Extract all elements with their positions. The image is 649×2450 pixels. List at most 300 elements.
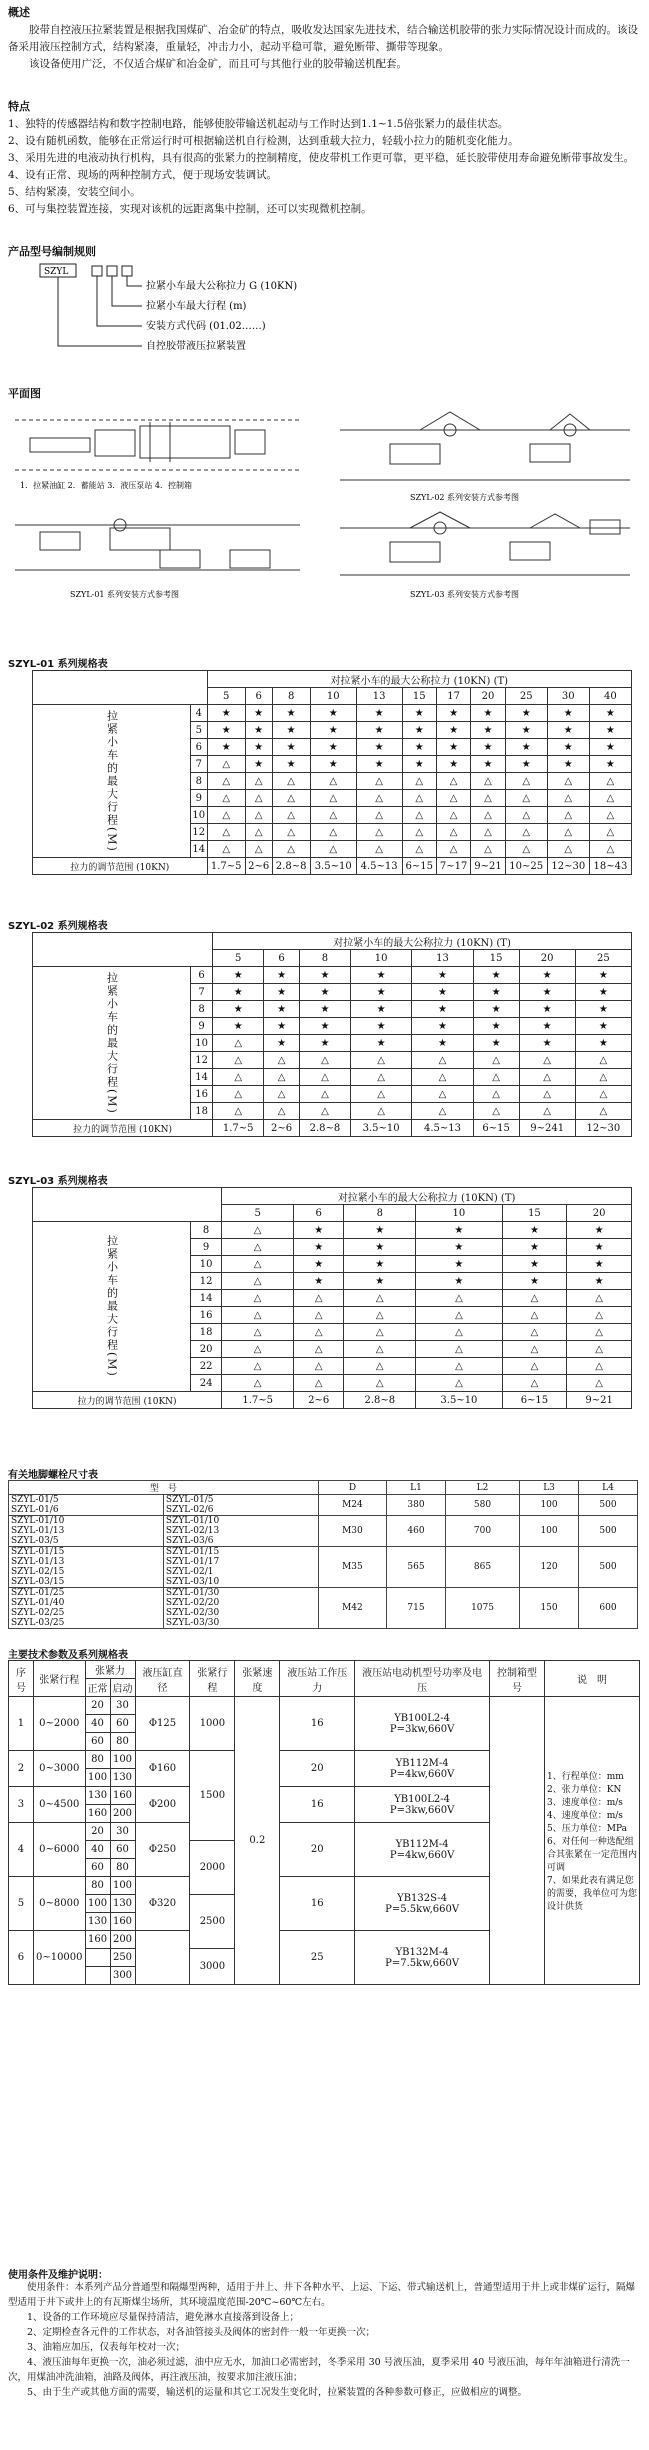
bolt-cell: SZYL-01/30 SZYL-02/20 SZYL-02/30 SZYL-03/30 <box>163 1588 318 1629</box>
spec-column-label: 5 <box>222 1205 294 1222</box>
triangle-mark: △ <box>222 1341 294 1358</box>
triangle-mark: △ <box>505 824 547 841</box>
triangle-mark: △ <box>589 841 631 858</box>
main-start: 200 <box>110 1805 135 1823</box>
spec-header: 对拉紧小车的最大公称拉力 (10KN) (T) <box>213 933 632 950</box>
triangle-mark: △ <box>589 807 631 824</box>
triangle-mark: △ <box>344 1290 416 1307</box>
main-start: 130 <box>110 1769 135 1787</box>
triangle-mark: △ <box>416 1290 502 1307</box>
triangle-mark: △ <box>222 1290 294 1307</box>
star-mark: ★ <box>402 739 436 756</box>
triangle-mark: △ <box>471 807 505 824</box>
triangle-mark: △ <box>222 1324 294 1341</box>
spec-column-label: 20 <box>519 950 575 967</box>
star-mark: ★ <box>416 1222 502 1239</box>
triangle-mark: △ <box>310 841 356 858</box>
star-mark: ★ <box>412 1035 473 1052</box>
main-note-item: 4、速度单位：m/s <box>547 1811 623 1821</box>
triangle-mark: △ <box>213 1069 264 1086</box>
star-mark: ★ <box>213 984 264 1001</box>
main-stroke: 0~8000 <box>33 1877 85 1931</box>
bolt-row <box>9 1516 638 1547</box>
main-start: 130 <box>110 1895 135 1913</box>
bolt-header-cell: L4 <box>579 1481 638 1495</box>
star-mark: ★ <box>264 1018 300 1035</box>
star-mark: ★ <box>416 1239 502 1256</box>
main-normal: 60 <box>85 1859 110 1877</box>
plan-caption-02: SZYL-02 系列安装方式参考图 <box>410 493 520 502</box>
spec-stroke: 14 <box>191 1290 222 1307</box>
spec-stroke: 18 <box>191 1324 222 1341</box>
main-header-speed: 张紧速度 <box>235 1661 280 1697</box>
spec-table-02-title: SZYL-02 系列规格表 <box>8 921 108 932</box>
spec-column-label: 6 <box>294 1205 344 1222</box>
spec-table-03 <box>32 1187 632 1409</box>
triangle-mark: △ <box>299 1086 350 1103</box>
code-line-1: 拉紧小车最大公称拉力 G (10KN) <box>146 281 298 292</box>
main-speed: 0.2 <box>235 1697 280 1985</box>
usage-paragraph-5: 4、液压油每年更换一次，油必须过滤，油中应无水，加油口必需密封，冬季采用 30 号液压油，夏季采用 40 号液压油，每年年油箱进行清洗一次，用煤油冲洗油箱，油路及阀体，再注液压油，按要求加注液压油； <box>8 2357 630 2383</box>
main-start: 80 <box>110 1859 135 1877</box>
star-mark: ★ <box>264 984 300 1001</box>
usage-paragraph-2: 1、设备的工作环境应尽量保持清洁，避免淋水直接落到设备上； <box>27 2312 300 2323</box>
triangle-mark: △ <box>310 824 356 841</box>
triangle-mark: △ <box>213 1086 264 1103</box>
spec-stroke: 10 <box>191 807 208 824</box>
main-header-motor: 液压站电动机型号功率及电压 <box>355 1661 490 1697</box>
spec-stroke: 18 <box>191 1103 213 1120</box>
spec-stroke: 12 <box>191 1052 213 1069</box>
star-mark: ★ <box>356 756 402 773</box>
star-mark: ★ <box>412 967 473 984</box>
spec-column-label: 25 <box>575 950 631 967</box>
bolt-header-cell: D <box>318 1481 386 1495</box>
star-mark: ★ <box>412 1018 473 1035</box>
main-start: 200 <box>110 1931 135 1949</box>
spec-column-label: 25 <box>505 688 547 705</box>
star-mark: ★ <box>412 984 473 1001</box>
triangle-mark: △ <box>547 807 589 824</box>
triangle-mark: △ <box>505 773 547 790</box>
bolt-cell: 150 <box>520 1588 579 1629</box>
bolt-row <box>9 1588 638 1629</box>
triangle-mark: △ <box>356 824 402 841</box>
main-pressure: 25 <box>280 1931 355 1985</box>
bolt-cell: 715 <box>387 1588 446 1629</box>
triangle-mark: △ <box>412 1069 473 1086</box>
spec-column-label: 6 <box>264 950 300 967</box>
main-row <box>9 1697 640 1715</box>
code-line-3: 安装方式代码 (01.02……) <box>146 321 266 332</box>
drawing-02 <box>340 412 630 480</box>
spec-stroke: 7 <box>191 756 208 773</box>
triangle-mark: △ <box>299 1052 350 1069</box>
spec-stroke: 10 <box>191 1256 222 1273</box>
spec-table-01-title: SZYL-01 系列规格表 <box>8 659 108 670</box>
triangle-mark: △ <box>272 773 310 790</box>
triangle-mark: △ <box>294 1324 344 1341</box>
main-pressure: 16 <box>280 1787 355 1823</box>
triangle-mark: △ <box>436 824 470 841</box>
main-start: 100 <box>110 1877 135 1895</box>
spec-column-label: 5 <box>213 950 264 967</box>
star-mark: ★ <box>272 705 310 722</box>
usage-paragraph-1: 使用条件：本系列产品分普通型和隔爆型两种，适用于井上、井下各种水平、上运、下运、带式输送机上，普通型适用于井上或非煤矿运行，隔爆型适用于井下或井上的有瓦斯煤尘场所，其环境温度范围-20℃~60℃左右。 <box>8 2282 636 2308</box>
triangle-mark: △ <box>519 1069 575 1086</box>
triangle-mark: △ <box>471 824 505 841</box>
main-cylinder: Φ320 <box>135 1877 190 1931</box>
plan-caption-01: SZYL-01 系列安装方式参考图 <box>70 590 180 599</box>
star-mark: ★ <box>519 967 575 984</box>
star-mark: ★ <box>471 722 505 739</box>
feature-item-1: 1、独特的传感器结构和数字控制电路，能够使胶带输送机起动与工作时达到1.1~1.5倍张紧力的最佳状态。 <box>8 118 509 130</box>
triangle-mark: △ <box>344 1341 416 1358</box>
spec-range-row <box>33 1392 632 1409</box>
main-normal: 20 <box>85 1697 110 1715</box>
main-header-box: 控制箱型号 <box>490 1661 545 1697</box>
star-mark: ★ <box>356 739 402 756</box>
main-normal: 130 <box>85 1787 110 1805</box>
spec-header-row <box>33 1188 632 1205</box>
triangle-mark: △ <box>473 1052 519 1069</box>
star-mark: ★ <box>245 705 272 722</box>
main-stroke: 0~4500 <box>33 1787 85 1823</box>
star-mark: ★ <box>350 1001 411 1018</box>
main-start: 60 <box>110 1715 135 1733</box>
triangle-mark: △ <box>356 773 402 790</box>
triangle-mark: △ <box>547 773 589 790</box>
star-mark: ★ <box>547 722 589 739</box>
overview-paragraph-1: 胶带自控液压拉紧装置是根据我国煤矿、冶金矿的特点，吸收发达国家先进技术，结合输送机胶带的张力实际情况设计而成的。该设备采用液压控制方式，结构紧凑，重量轻，冲击力小，起动平稳可靠，避免断带、撕带等现象。 <box>8 24 638 53</box>
spec-stroke: 7 <box>191 984 213 1001</box>
spec-range-label: 拉力的调节范围 (10KN) <box>33 858 208 875</box>
triangle-mark: △ <box>416 1358 502 1375</box>
main-pressure: 16 <box>280 1697 355 1751</box>
spec-column-label: 13 <box>412 950 473 967</box>
triangle-mark: △ <box>272 807 310 824</box>
main-table-title: 主要技术参数及系列规格表 <box>8 1650 128 1661</box>
triangle-mark: △ <box>356 807 402 824</box>
spec-range-value: 6~15 <box>473 1120 519 1137</box>
code-line-4: 自控胶带液压拉紧装置 <box>146 341 246 352</box>
triangle-mark: △ <box>344 1358 416 1375</box>
star-mark: ★ <box>272 722 310 739</box>
star-mark: ★ <box>473 967 519 984</box>
main-start: 300 <box>110 1967 135 1985</box>
star-mark: ★ <box>294 1239 344 1256</box>
triangle-mark: △ <box>294 1307 344 1324</box>
bolt-header-row <box>9 1481 638 1495</box>
bolt-cell: 500 <box>579 1547 638 1588</box>
drawing-01-top <box>15 420 300 470</box>
main-no: 5 <box>9 1877 34 1931</box>
triangle-mark: △ <box>272 841 310 858</box>
star-mark: ★ <box>575 1018 631 1035</box>
triangle-mark: △ <box>505 790 547 807</box>
star-mark: ★ <box>436 739 470 756</box>
main-no: 4 <box>9 1823 34 1877</box>
main-normal: 160 <box>85 1805 110 1823</box>
star-mark: ★ <box>519 1035 575 1052</box>
star-mark: ★ <box>567 1273 632 1290</box>
triangle-mark: △ <box>473 1069 519 1086</box>
star-mark: ★ <box>505 756 547 773</box>
triangle-mark: △ <box>502 1307 567 1324</box>
spec-corner <box>33 933 213 967</box>
main-note-item: 7、如果此表有满足您的需要，我单位可为您设计供货 <box>547 1876 638 1912</box>
triangle-mark: △ <box>245 773 272 790</box>
main-start: 80 <box>110 1733 135 1751</box>
triangle-mark: △ <box>575 1086 631 1103</box>
triangle-mark: △ <box>222 1239 294 1256</box>
spec-table-02 <box>32 932 632 1137</box>
triangle-mark: △ <box>502 1375 567 1392</box>
triangle-mark: △ <box>207 841 245 858</box>
star-mark: ★ <box>294 1256 344 1273</box>
spec-range-value: 3.5~10 <box>416 1392 502 1409</box>
triangle-mark: △ <box>567 1341 632 1358</box>
star-mark: ★ <box>412 1001 473 1018</box>
main-motor: YB112M-4 P=4kw,660V <box>355 1823 490 1877</box>
star-mark: ★ <box>471 756 505 773</box>
spec-column-label: 8 <box>344 1205 416 1222</box>
spec-range-value: 9~241 <box>519 1120 575 1137</box>
star-mark: ★ <box>350 967 411 984</box>
triangle-mark: △ <box>310 790 356 807</box>
code-text: SZYL <box>44 267 69 277</box>
star-mark: ★ <box>436 722 470 739</box>
triangle-mark: △ <box>416 1324 502 1341</box>
triangle-mark: △ <box>207 824 245 841</box>
triangle-mark: △ <box>547 841 589 858</box>
plan-caption-03: SZYL-03 系列安装方式参考图 <box>410 590 520 599</box>
triangle-mark: △ <box>402 841 436 858</box>
spec-stroke: 24 <box>191 1375 222 1392</box>
main-start: 250 <box>110 1949 135 1967</box>
main-normal: 80 <box>85 1751 110 1769</box>
spec-range-value: 2.8~8 <box>344 1392 416 1409</box>
bolt-cell: SZYL-01/5 SZYL-01/6 <box>9 1495 164 1516</box>
triangle-mark: △ <box>350 1069 411 1086</box>
star-mark: ★ <box>310 705 356 722</box>
triangle-mark: △ <box>222 1358 294 1375</box>
star-mark: ★ <box>519 1001 575 1018</box>
feature-item-4: 4、设有正常、现场的两种控制方式，便于现场安装调试。 <box>8 169 278 181</box>
triangle-mark: △ <box>402 807 436 824</box>
triangle-mark: △ <box>356 841 402 858</box>
triangle-mark: △ <box>502 1324 567 1341</box>
star-mark: ★ <box>294 1222 344 1239</box>
spec-column-label: 5 <box>207 688 245 705</box>
main-start: 100 <box>110 1751 135 1769</box>
main-header-no: 序号 <box>9 1661 34 1697</box>
star-mark: ★ <box>547 705 589 722</box>
star-mark: ★ <box>207 739 245 756</box>
star-mark: ★ <box>473 1035 519 1052</box>
bolt-table-title: 有关地脚螺栓尺寸表 <box>8 1470 98 1481</box>
star-mark: ★ <box>344 1239 416 1256</box>
triangle-mark: △ <box>402 824 436 841</box>
spec-stroke: 14 <box>191 841 208 858</box>
code-line-2: 拉紧小车最大行程 (m) <box>146 301 247 312</box>
star-mark: ★ <box>350 984 411 1001</box>
star-mark: ★ <box>575 1035 631 1052</box>
bolt-cell: 100 <box>520 1495 579 1516</box>
spec-column-label: 8 <box>272 688 310 705</box>
star-mark: ★ <box>294 1273 344 1290</box>
star-mark: ★ <box>299 967 350 984</box>
spec-range-value: 1.7~5 <box>222 1392 294 1409</box>
triangle-mark: △ <box>519 1103 575 1120</box>
triangle-mark: △ <box>519 1086 575 1103</box>
triangle-mark: △ <box>416 1307 502 1324</box>
bolt-cell: 580 <box>445 1495 519 1516</box>
triangle-mark: △ <box>207 773 245 790</box>
bolt-cell: 460 <box>387 1516 446 1547</box>
star-mark: ★ <box>589 756 631 773</box>
feature-item-2: 2、设有随机函数，能够在正常运行时可根据输送机自行检测，达到重载大拉力，轻载小拉力的随机变化能力。 <box>8 135 519 147</box>
star-mark: ★ <box>589 739 631 756</box>
triangle-mark: △ <box>547 824 589 841</box>
star-mark: ★ <box>272 756 310 773</box>
star-mark: ★ <box>436 705 470 722</box>
triangle-mark: △ <box>272 824 310 841</box>
main-header-pressure: 液压站工作压力 <box>280 1661 355 1697</box>
spec-stroke: 4 <box>191 705 208 722</box>
overview-heading: 概述 <box>8 6 30 19</box>
triangle-mark: △ <box>356 790 402 807</box>
bolt-cell: M30 <box>318 1516 386 1547</box>
triangle-mark: △ <box>567 1307 632 1324</box>
triangle-mark: △ <box>505 807 547 824</box>
main-no: 1 <box>9 1697 34 1751</box>
main-note-item: 3、速度单位：m/s <box>547 1798 623 1808</box>
triangle-mark: △ <box>412 1103 473 1120</box>
drawing-01-bottom <box>15 519 300 570</box>
triangle-mark: △ <box>473 1103 519 1120</box>
bolt-header-model: 型 号 <box>9 1481 319 1495</box>
main-normal: 100 <box>85 1769 110 1787</box>
main-box <box>490 1697 545 1985</box>
star-mark: ★ <box>310 756 356 773</box>
star-mark: ★ <box>471 705 505 722</box>
main-table <box>8 1660 640 1985</box>
spec-range-label: 拉力的调节范围 (10KN) <box>33 1120 213 1137</box>
spec-column-label: 15 <box>502 1205 567 1222</box>
spec-corner <box>33 1188 222 1222</box>
triangle-mark: △ <box>402 790 436 807</box>
spec-column-label: 13 <box>356 688 402 705</box>
bolt-cell: 380 <box>387 1495 446 1516</box>
spec-range-value: 18~43 <box>589 858 631 875</box>
triangle-mark: △ <box>213 1035 264 1052</box>
triangle-mark: △ <box>207 790 245 807</box>
bolt-cell: M42 <box>318 1588 386 1629</box>
triangle-mark: △ <box>436 841 470 858</box>
bolt-cell: SZYL-01/10 SZYL-02/13 SZYL-03/6 <box>163 1516 318 1547</box>
feature-item-6: 6、可与集控装置连接，实现对该机的远距离集中控制，还可以实现微机控制。 <box>8 203 372 215</box>
spec-column-label: 30 <box>547 688 589 705</box>
main-start: 160 <box>110 1913 135 1931</box>
main-no: 2 <box>9 1751 34 1787</box>
spec-column-label: 15 <box>473 950 519 967</box>
triangle-mark: △ <box>502 1358 567 1375</box>
spec-corner <box>33 671 208 705</box>
bolt-cell: 1075 <box>445 1588 519 1629</box>
plan-heading: 平面图 <box>8 387 41 400</box>
spec-range-value: 2~6 <box>245 858 272 875</box>
triangle-mark: △ <box>222 1375 294 1392</box>
triangle-mark: △ <box>350 1103 411 1120</box>
main-header-cyl: 液压缸直径 <box>135 1661 190 1697</box>
model-code-heading: 产品型号编制规则 <box>8 245 96 258</box>
spec-column-label: 20 <box>567 1205 632 1222</box>
spec-stroke: 12 <box>191 824 208 841</box>
star-mark: ★ <box>505 722 547 739</box>
spec-stroke: 8 <box>191 773 208 790</box>
triangle-mark: △ <box>264 1069 300 1086</box>
triangle-mark: △ <box>473 1086 519 1103</box>
features-list <box>8 116 638 218</box>
main-normal: 160 <box>85 1931 110 1949</box>
star-mark: ★ <box>272 739 310 756</box>
triangle-mark: △ <box>294 1341 344 1358</box>
main-travel: 2000 <box>190 1841 235 1895</box>
main-motor: YB100L2-4 P=3kw,660V <box>355 1697 490 1751</box>
triangle-mark: △ <box>589 773 631 790</box>
spec-row <box>33 967 632 984</box>
star-mark: ★ <box>402 705 436 722</box>
bolt-cell: 500 <box>579 1495 638 1516</box>
star-mark: ★ <box>344 1222 416 1239</box>
triangle-mark: △ <box>207 807 245 824</box>
spec-stroke: 10 <box>191 1035 213 1052</box>
main-motor: YB112M-4 P=4kw,660V <box>355 1751 490 1787</box>
star-mark: ★ <box>299 1018 350 1035</box>
main-normal: 60 <box>85 1733 110 1751</box>
main-stroke: 0~3000 <box>33 1751 85 1787</box>
star-mark: ★ <box>416 1273 502 1290</box>
bolt-row <box>9 1547 638 1588</box>
triangle-mark: △ <box>222 1273 294 1290</box>
spec-column-label: 10 <box>350 950 411 967</box>
triangle-mark: △ <box>436 807 470 824</box>
star-mark: ★ <box>350 1018 411 1035</box>
triangle-mark: △ <box>471 773 505 790</box>
main-stroke: 0~10000 <box>33 1931 85 1985</box>
triangle-mark: △ <box>567 1324 632 1341</box>
triangle-mark: △ <box>436 790 470 807</box>
spec-range-value: 12~30 <box>547 858 589 875</box>
main-normal: 130 <box>85 1913 110 1931</box>
star-mark: ★ <box>356 722 402 739</box>
spec-header: 对拉紧小车的最大公称拉力 (10KN) (T) <box>207 671 631 688</box>
triangle-mark: △ <box>575 1052 631 1069</box>
spec-range-value: 3.5~10 <box>310 858 356 875</box>
spec-stroke: 16 <box>191 1307 222 1324</box>
spec-stroke: 8 <box>191 1222 222 1239</box>
triangle-mark: △ <box>436 773 470 790</box>
spec-table-03-title: SZYL-03 系列规格表 <box>8 1176 108 1187</box>
spec-vertical-label: 拉紧小车的最大行程(M) <box>33 705 191 858</box>
spec-column-label: 10 <box>310 688 356 705</box>
feature-item-5: 5、结构紧凑，安装空间小。 <box>8 186 141 198</box>
main-note-item: 6、对任何一种选配组合其张紧在一定范围内可调 <box>547 1837 638 1873</box>
main-notes <box>545 1697 640 1985</box>
spec-column-label: 17 <box>436 688 470 705</box>
bolt-table <box>8 1480 638 1629</box>
